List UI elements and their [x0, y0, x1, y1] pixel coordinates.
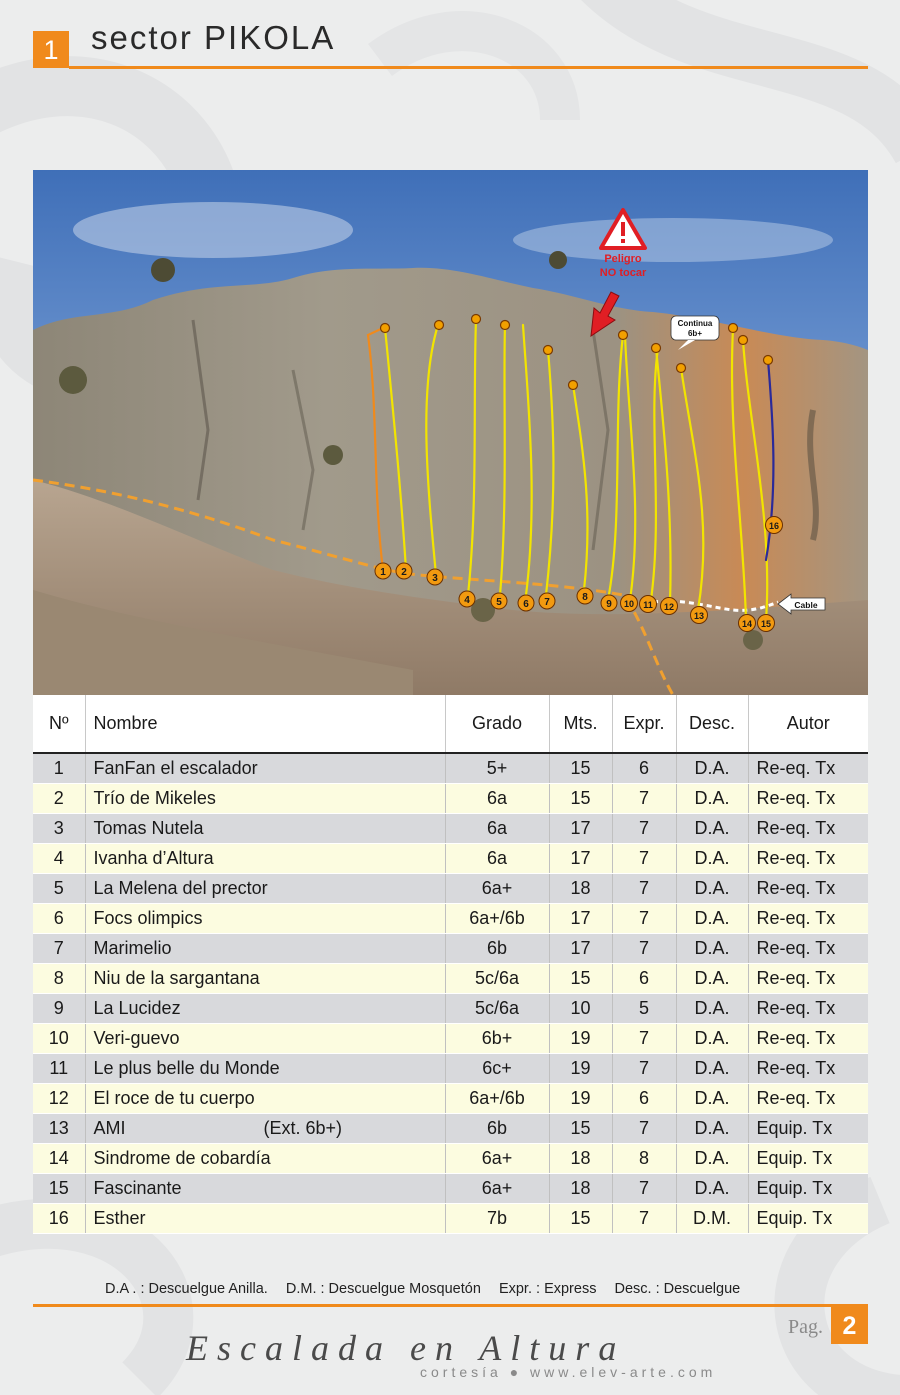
route-name: Marimelio: [93, 938, 172, 958]
cell-mts: 18: [549, 1174, 612, 1204]
cell-mts: 17: [549, 844, 612, 874]
cell-mts: 15: [549, 1204, 612, 1234]
legend-expr: Expr. : Express: [498, 1281, 597, 1297]
continua-label-2: 6b+: [687, 329, 703, 338]
cell-no: 14: [33, 1144, 85, 1174]
route-extension: (Ext. 6b+): [263, 1118, 343, 1138]
cell-no: 7: [33, 934, 85, 964]
cell-mts: 15: [549, 784, 612, 814]
footer-divider: [33, 1304, 868, 1307]
cell-grade: 5+: [445, 753, 549, 784]
cell-desc: D.A.: [676, 1024, 748, 1054]
cell-desc: D.A.: [676, 934, 748, 964]
cell-name: [85, 1174, 445, 1204]
cell-grade: 6a: [445, 784, 549, 814]
svg-text:13: 13: [693, 611, 705, 621]
cell-expr: 6: [612, 753, 676, 784]
col-header-desc: Desc.: [676, 695, 748, 753]
route-name: Niu de la sargantana: [93, 968, 260, 988]
brand-credit: cortesía ● www.elev-arte.com: [420, 1364, 717, 1380]
col-header-no: Nº: [33, 695, 85, 753]
route-marker-10: [621, 595, 638, 612]
route-name: Veri-guevo: [93, 1028, 180, 1048]
svg-text:7: 7: [544, 597, 550, 608]
cell-mts: 17: [549, 904, 612, 934]
svg-text:5: 5: [496, 597, 502, 608]
cell-no: 5: [33, 874, 85, 904]
route-name: La Lucidez: [93, 998, 181, 1018]
route-name: Trío de Mikeles: [93, 788, 216, 808]
cell-expr: 7: [612, 874, 676, 904]
cell-name: [85, 814, 445, 844]
route-name: FanFan el escalador: [93, 758, 258, 778]
cell-no: 2: [33, 784, 85, 814]
cell-name: [85, 1114, 445, 1144]
route-marker-16: [766, 517, 783, 534]
cell-author: Re-eq. Tx: [748, 753, 868, 784]
cell-desc: D.A.: [676, 1084, 748, 1114]
route-marker-6: [518, 595, 534, 611]
cell-mts: 15: [549, 753, 612, 784]
cell-desc: D.A.: [676, 904, 748, 934]
table-row: [33, 1024, 868, 1054]
route-name: Focs olimpics: [93, 908, 203, 928]
legend-desc: Desc. : Descuelgue: [614, 1281, 741, 1297]
route-name: Tomas Nutela: [93, 818, 204, 838]
cell-grade: 6a: [445, 814, 549, 844]
table-row: [33, 1114, 868, 1144]
cell-desc: D.A.: [676, 844, 748, 874]
svg-text:4: 4: [464, 595, 470, 606]
cell-no: 6: [33, 904, 85, 934]
col-header-expr: Expr.: [612, 695, 676, 753]
crag-topo: [33, 170, 868, 695]
table-row: [33, 814, 868, 844]
cell-grade: 6b: [445, 934, 549, 964]
table-row: [33, 934, 868, 964]
cell-author: Equip. Tx: [748, 1114, 868, 1144]
route-marker-9: [601, 595, 617, 611]
cell-expr: 8: [612, 1144, 676, 1174]
table-row: [33, 844, 868, 874]
route-marker-5: [491, 593, 507, 609]
col-header-author: Autor: [748, 695, 868, 753]
cell-grade: 6b+: [445, 1024, 549, 1054]
cell-desc: D.A.: [676, 814, 748, 844]
route-marker-13: [691, 607, 708, 624]
cell-author: Re-eq. Tx: [748, 964, 868, 994]
cell-expr: 7: [612, 1024, 676, 1054]
route-name: El roce de tu cuerpo: [93, 1088, 255, 1108]
route-name: Ivanha d’Altura: [93, 848, 214, 868]
cell-grade: 7b: [445, 1204, 549, 1234]
warning-label-2: NO tocar: [599, 267, 647, 279]
route-name: La Melena del prector: [93, 878, 268, 898]
cell-expr: 7: [612, 1114, 676, 1144]
cell-desc: D.M.: [676, 1204, 748, 1234]
cell-grade: 6b: [445, 1114, 549, 1144]
cell-name: [85, 934, 445, 964]
continua-label-1: Continua: [677, 319, 713, 328]
cell-mts: 18: [549, 874, 612, 904]
cell-expr: 6: [612, 964, 676, 994]
svg-text:10: 10: [623, 599, 635, 609]
sector-number-badge: 1: [33, 31, 69, 68]
cell-mts: 19: [549, 1084, 612, 1114]
cell-no: 1: [33, 753, 85, 784]
cell-name: [85, 874, 445, 904]
cell-name: [85, 1054, 445, 1084]
svg-text:9: 9: [606, 599, 612, 610]
cell-name: [85, 994, 445, 1024]
cell-author: Re-eq. Tx: [748, 1024, 868, 1054]
cell-author: Re-eq. Tx: [748, 1084, 868, 1114]
cell-no: 12: [33, 1084, 85, 1114]
cell-no: 4: [33, 844, 85, 874]
header-divider: [69, 66, 868, 69]
cell-mts: 10: [549, 994, 612, 1024]
cell-no: 3: [33, 814, 85, 844]
cell-author: Re-eq. Tx: [748, 874, 868, 904]
table-row: [33, 994, 868, 1024]
cell-grade: 5c/6a: [445, 994, 549, 1024]
cell-mts: 19: [549, 1024, 612, 1054]
cell-desc: D.A.: [676, 1144, 748, 1174]
cell-desc: D.A.: [676, 964, 748, 994]
cell-name: [85, 904, 445, 934]
cell-desc: D.A.: [676, 1174, 748, 1204]
svg-text:6: 6: [523, 599, 529, 610]
cell-no: 9: [33, 994, 85, 1024]
cell-desc: D.A.: [676, 753, 748, 784]
cell-grade: 6a+/6b: [445, 1084, 549, 1114]
cell-expr: 5: [612, 994, 676, 1024]
cell-mts: 18: [549, 1144, 612, 1174]
cell-expr: 7: [612, 1204, 676, 1234]
cell-author: Re-eq. Tx: [748, 844, 868, 874]
cell-no: 10: [33, 1024, 85, 1054]
cell-desc: D.A.: [676, 874, 748, 904]
cell-name: [85, 1144, 445, 1174]
route-marker-1: [375, 563, 391, 579]
route-name: Esther: [93, 1208, 146, 1228]
cell-desc: D.A.: [676, 1054, 748, 1084]
svg-text:2: 2: [401, 567, 407, 578]
route-marker-14: [739, 615, 756, 632]
table-row: [33, 904, 868, 934]
cell-grade: 6c+: [445, 1054, 549, 1084]
brand-title: Escalada en Altura: [186, 1328, 626, 1368]
cell-mts: 17: [549, 814, 612, 844]
route-name: Sindrome de cobardía: [93, 1148, 271, 1168]
svg-text:8: 8: [582, 592, 588, 603]
route-marker-11: [640, 596, 657, 613]
route-marker-3: [427, 569, 443, 585]
table-row: [33, 874, 868, 904]
routes-table: [33, 695, 868, 1234]
cell-mts: 19: [549, 1054, 612, 1084]
cell-author: Re-eq. Tx: [748, 934, 868, 964]
route-name: AMI: [93, 1118, 126, 1138]
cell-expr: 7: [612, 934, 676, 964]
route-marker-4: [459, 591, 475, 607]
cell-expr: 7: [612, 904, 676, 934]
route-marker-8: [577, 588, 593, 604]
cell-author: Re-eq. Tx: [748, 814, 868, 844]
table-row: [33, 1204, 868, 1234]
route-name: Fascinante: [93, 1178, 182, 1198]
col-header-mts: Mts.: [549, 695, 612, 753]
route-marker-2: [396, 563, 412, 579]
svg-text:16: 16: [768, 521, 780, 531]
cell-no: 8: [33, 964, 85, 994]
cell-mts: 15: [549, 1114, 612, 1144]
cell-mts: 15: [549, 964, 612, 994]
col-header-name: Nombre: [85, 695, 445, 753]
cell-author: Re-eq. Tx: [748, 904, 868, 934]
abbreviation-legend: [105, 1281, 754, 1297]
cell-desc: D.A.: [676, 784, 748, 814]
svg-text:11: 11: [643, 600, 653, 610]
page-label: Pag.: [788, 1316, 823, 1338]
table-row: [33, 1084, 868, 1114]
cell-grade: 5c/6a: [445, 964, 549, 994]
cell-author: Re-eq. Tx: [748, 1054, 868, 1084]
cell-name: [85, 964, 445, 994]
cell-expr: 7: [612, 814, 676, 844]
table-row: [33, 1144, 868, 1174]
cell-name: [85, 753, 445, 784]
cell-grade: 6a+: [445, 1144, 549, 1174]
route-marker-15: [758, 615, 775, 632]
cell-no: 11: [33, 1054, 85, 1084]
table-row: [33, 964, 868, 994]
cell-author: Re-eq. Tx: [748, 994, 868, 1024]
route-marker-7: [539, 593, 555, 609]
cell-expr: 7: [612, 1054, 676, 1084]
cell-name: [85, 1024, 445, 1054]
svg-text:14: 14: [741, 619, 753, 629]
route-name: Le plus belle du Monde: [93, 1058, 280, 1078]
cell-name: [85, 784, 445, 814]
cell-grade: 6a: [445, 844, 549, 874]
route-marker-12: [661, 598, 678, 615]
cell-name: [85, 1084, 445, 1114]
legend-dm: D.M. : Descuelgue Mosquetón: [285, 1281, 481, 1297]
cell-author: Equip. Tx: [748, 1144, 868, 1174]
cell-grade: 6a+: [445, 1174, 549, 1204]
cell-desc: D.A.: [676, 994, 748, 1024]
cell-grade: 6a+: [445, 874, 549, 904]
crag-photo: [33, 170, 868, 695]
svg-text:12: 12: [663, 602, 675, 612]
cell-author: Equip. Tx: [748, 1174, 868, 1204]
cell-name: [85, 1204, 445, 1234]
svg-text:1: 1: [380, 567, 386, 578]
cell-mts: 17: [549, 934, 612, 964]
table-row: [33, 784, 868, 814]
cell-grade: 6a+/6b: [445, 904, 549, 934]
cell-expr: 7: [612, 844, 676, 874]
page-number-badge: 2: [831, 1307, 868, 1344]
cell-no: 13: [33, 1114, 85, 1144]
svg-text:15: 15: [760, 619, 772, 629]
cell-desc: D.A.: [676, 1114, 748, 1144]
cell-expr: 6: [612, 1084, 676, 1114]
page-header: [33, 18, 868, 70]
cell-no: 16: [33, 1204, 85, 1234]
warning-label-1: Peligro: [604, 253, 642, 265]
cell-no: 15: [33, 1174, 85, 1204]
cell-expr: 7: [612, 1174, 676, 1204]
svg-text:3: 3: [432, 573, 438, 584]
cell-expr: 7: [612, 784, 676, 814]
sector-title: sector PIKOLA: [91, 19, 336, 56]
cell-author: Equip. Tx: [748, 1204, 868, 1234]
cell-name: [85, 844, 445, 874]
col-header-grade: Grado: [445, 695, 549, 753]
table-row: [33, 753, 868, 784]
table-row: [33, 1174, 868, 1204]
table-header-row: [33, 695, 868, 753]
cell-author: Re-eq. Tx: [748, 784, 868, 814]
cable-label: Cable: [794, 600, 818, 610]
legend-da: D.A . : Descuelgue Anilla.: [105, 1281, 268, 1297]
table-row: [33, 1054, 868, 1084]
